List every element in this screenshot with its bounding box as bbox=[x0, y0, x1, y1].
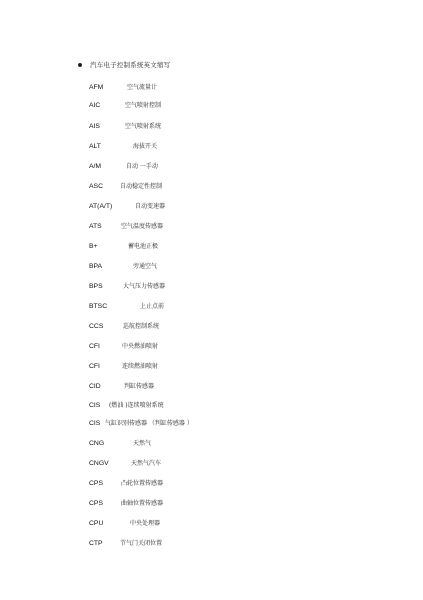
abbreviation: ASC bbox=[89, 183, 103, 190]
meaning: 空气温度传感器 bbox=[121, 223, 164, 230]
list-item bbox=[0, 162, 423, 172]
list-item bbox=[0, 222, 423, 232]
meaning: 中央燃油喷射 bbox=[122, 343, 159, 350]
list-item bbox=[0, 202, 423, 212]
meaning: 空气喷射系统 bbox=[125, 123, 162, 130]
abbreviation: CID bbox=[89, 383, 101, 390]
meaning: 蓄电池正极 bbox=[128, 243, 159, 250]
meaning: (燃油 )连续喷射系统 bbox=[109, 402, 164, 409]
list-item bbox=[0, 499, 423, 509]
abbreviation: CPS bbox=[89, 480, 103, 487]
list-item bbox=[0, 262, 423, 272]
abbreviation: BPS bbox=[89, 283, 103, 290]
abbreviation: CNG bbox=[89, 440, 105, 447]
heading-text: 汽车电子控制系统英文缩写 bbox=[90, 61, 171, 69]
abbreviation: CFI bbox=[89, 343, 100, 350]
abbreviation: CTP bbox=[89, 540, 103, 547]
meaning: 上止点前 bbox=[140, 303, 165, 310]
meaning: 自动 一手动 bbox=[126, 163, 158, 170]
abbreviation: AT(A/T) bbox=[89, 203, 113, 210]
abbreviation: CIS bbox=[89, 420, 101, 427]
list-item bbox=[0, 83, 423, 93]
abbreviation: AFM bbox=[89, 84, 104, 91]
list-item bbox=[0, 382, 423, 392]
list-item bbox=[0, 479, 423, 489]
abbreviation: ALT bbox=[89, 143, 101, 150]
list-item bbox=[0, 282, 423, 292]
list-item bbox=[0, 182, 423, 192]
meaning: 气缸识别传感器 （判缸传感器 ） bbox=[105, 420, 193, 427]
abbreviation: CCS bbox=[89, 323, 104, 330]
list-item bbox=[0, 439, 423, 449]
list-item bbox=[0, 539, 423, 549]
meaning: 大气压力传感器 bbox=[123, 283, 166, 290]
abbreviation: CIS bbox=[89, 402, 101, 409]
meaning: 空气喷射控制 bbox=[125, 102, 162, 109]
list-item bbox=[0, 142, 423, 152]
meaning: 判缸传感器 bbox=[124, 383, 155, 390]
meaning: 凸轮位置传感器 bbox=[121, 480, 164, 487]
abbreviation: BTSC bbox=[89, 303, 108, 310]
abbreviation: B+ bbox=[89, 243, 98, 250]
list-item bbox=[0, 519, 423, 529]
list-item bbox=[0, 401, 423, 411]
abbreviation: BPA bbox=[89, 263, 103, 270]
abbreviation: CPS bbox=[89, 500, 103, 507]
abbreviation: CFI bbox=[89, 363, 100, 370]
abbreviation: ATS bbox=[89, 223, 102, 230]
meaning: 自动变速器 bbox=[135, 203, 166, 210]
list-item bbox=[0, 419, 423, 429]
abbreviation: AIS bbox=[89, 123, 100, 130]
meaning: 曲轴位置传感器 bbox=[121, 500, 164, 507]
abbreviation: A/M bbox=[89, 163, 102, 170]
list-item bbox=[0, 459, 423, 469]
meaning: 海拔开关 bbox=[133, 143, 158, 150]
abbreviation: CNGV bbox=[89, 460, 109, 467]
abbreviation: AIC bbox=[89, 102, 101, 109]
list-item bbox=[0, 101, 423, 111]
abbreviation: CPU bbox=[89, 520, 104, 527]
meaning: 天然气汽车 bbox=[131, 460, 162, 467]
meaning: 节气门关闭位置 bbox=[120, 540, 163, 547]
meaning: 空气流量计 bbox=[127, 84, 158, 91]
meaning: 连续燃油喷射 bbox=[122, 363, 159, 370]
meaning: 旁通空气 bbox=[133, 263, 158, 270]
meaning: 巡航控制系统 bbox=[123, 323, 160, 330]
meaning: 中央处理器 bbox=[130, 520, 161, 527]
list-item bbox=[0, 302, 423, 312]
list-item bbox=[0, 342, 423, 352]
list-item bbox=[0, 242, 423, 252]
meaning: 天然气 bbox=[133, 440, 152, 447]
list-item bbox=[0, 322, 423, 332]
list-item bbox=[0, 362, 423, 372]
meaning: 自动稳定性控制 bbox=[120, 183, 163, 190]
list-item bbox=[0, 122, 423, 132]
